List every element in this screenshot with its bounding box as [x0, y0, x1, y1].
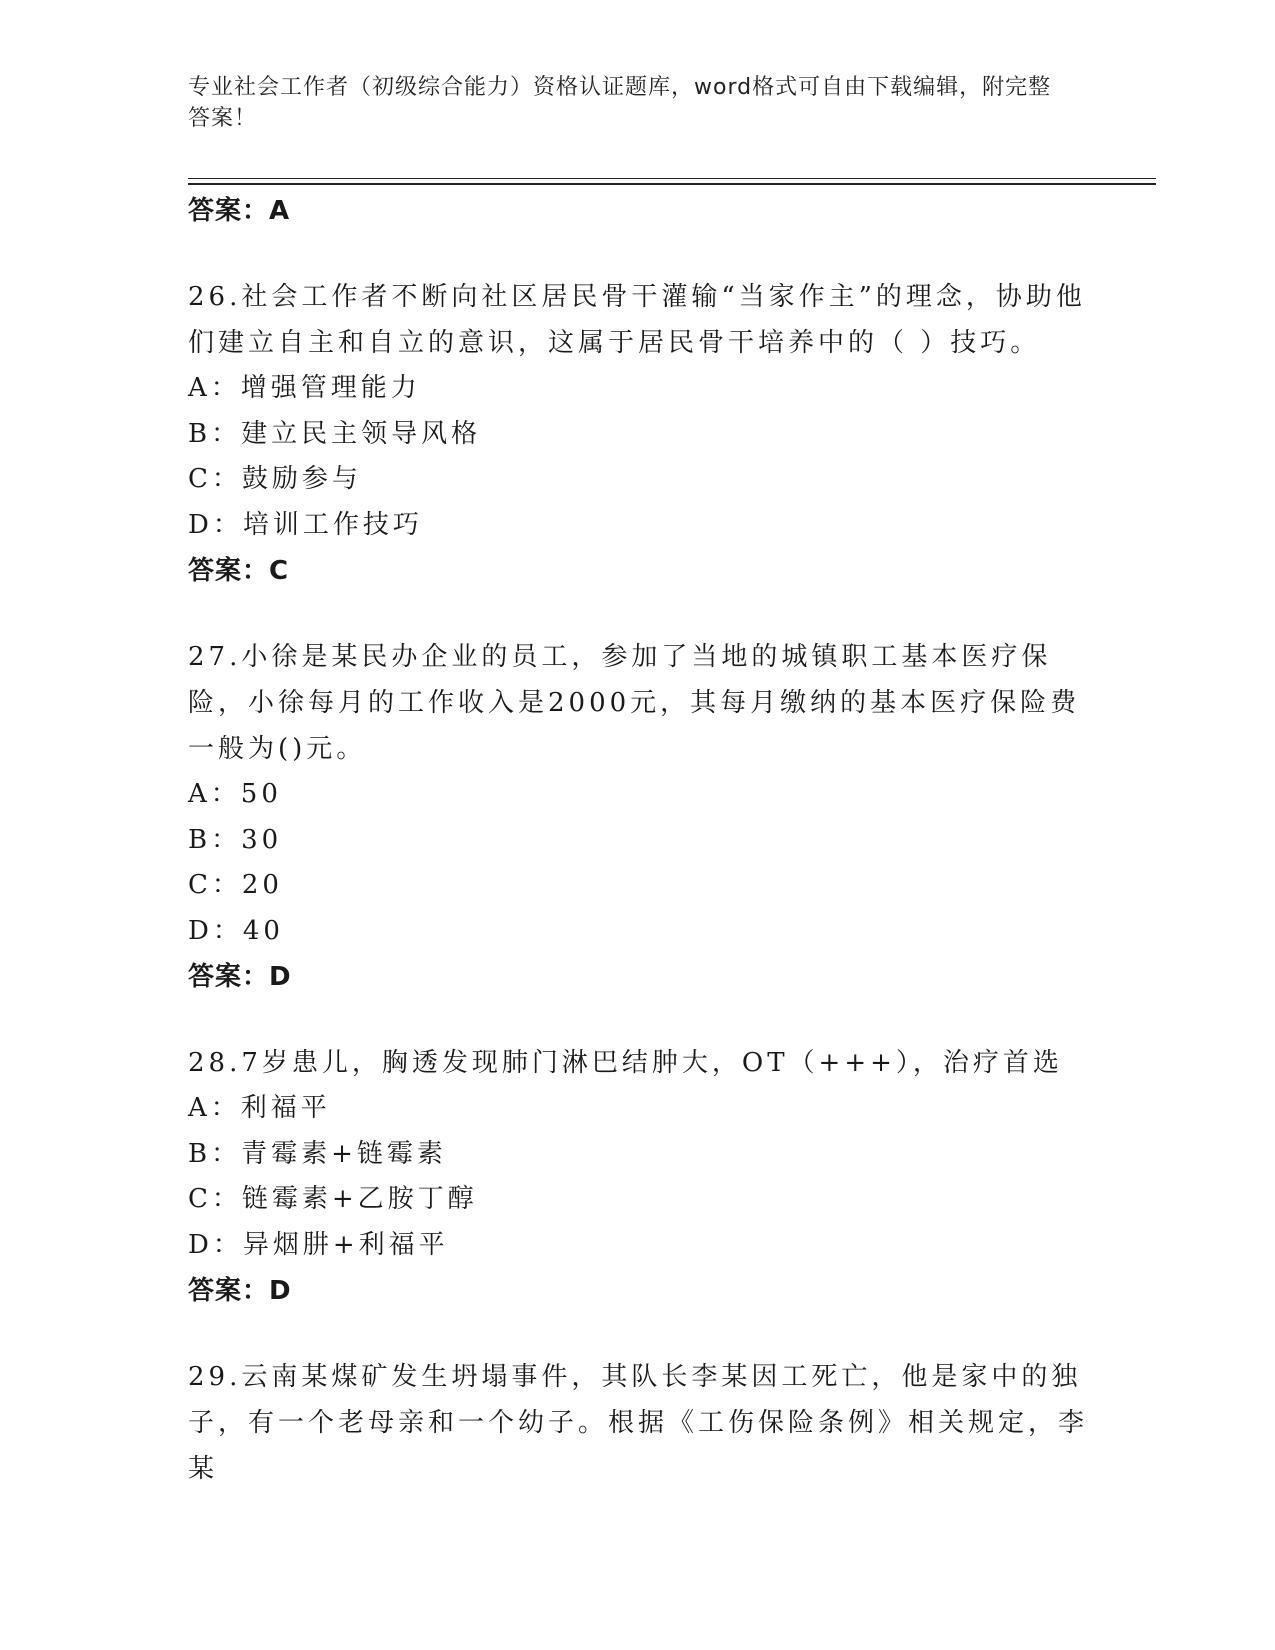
option-c: C：链霉素+乙胺丁醇: [188, 1184, 478, 1214]
option-a: A：50: [188, 779, 282, 809]
option-d: D：培训工作技巧: [188, 509, 423, 540]
option-b: B：建立民主领导风格: [188, 418, 482, 449]
header-divider-thick: [188, 183, 1156, 185]
question-28: [188, 1040, 1088, 1314]
option-c: C：鼓励参与: [188, 464, 362, 494]
option-a: A：增强管理能力: [188, 373, 421, 403]
option-b: B：青霉素+链霉素: [188, 1138, 447, 1169]
option-d: D：40: [188, 915, 284, 946]
question-answer: 答案：D: [188, 1276, 292, 1306]
option-b: B：30: [188, 824, 283, 855]
question-stem: 27.小徐是某民办企业的员工，参加了当地的城镇职工基本医疗保险，小徐每月的工作收入是2000元，其每月缴纳的基本医疗保险费一般为()元。: [188, 642, 1081, 764]
question-26: [188, 274, 1088, 594]
question-stem: 26.社会工作者不断向社区居民骨干灌输“当家作主”的理念，协助他们建立自主和自立的意识，这属于居民骨干培养中的（ ）技巧。: [188, 282, 1086, 358]
question-answer: 答案：D: [188, 962, 292, 992]
option-d: D：异烟肼+利福平: [188, 1229, 449, 1260]
question-stem: 28.7岁患儿，胸透发现肺门淋巴结肿大，OT（+++），治疗首选: [188, 1048, 1063, 1078]
page-header: 专业社会工作者（初级综合能力）资格认证题库，word格式可自由下载编辑，附完整答案！: [188, 75, 1052, 131]
question-answer: 答案：C: [188, 556, 290, 586]
header-divider-thin: [188, 178, 1156, 179]
question-29: [188, 1354, 1088, 1492]
previous-answer: 答案：A: [188, 196, 291, 226]
question-27: [188, 634, 1088, 1000]
question-stem: 29.云南某煤矿发生坍塌事件，其队长李某因工死亡，他是家中的独子，有一个老母亲和一个幼子。根据《工伤保险条例》相关规定，李某: [188, 1362, 1089, 1484]
option-a: A：利福平: [188, 1093, 331, 1123]
question-list: [188, 188, 1088, 1492]
option-c: C：20: [188, 870, 283, 900]
